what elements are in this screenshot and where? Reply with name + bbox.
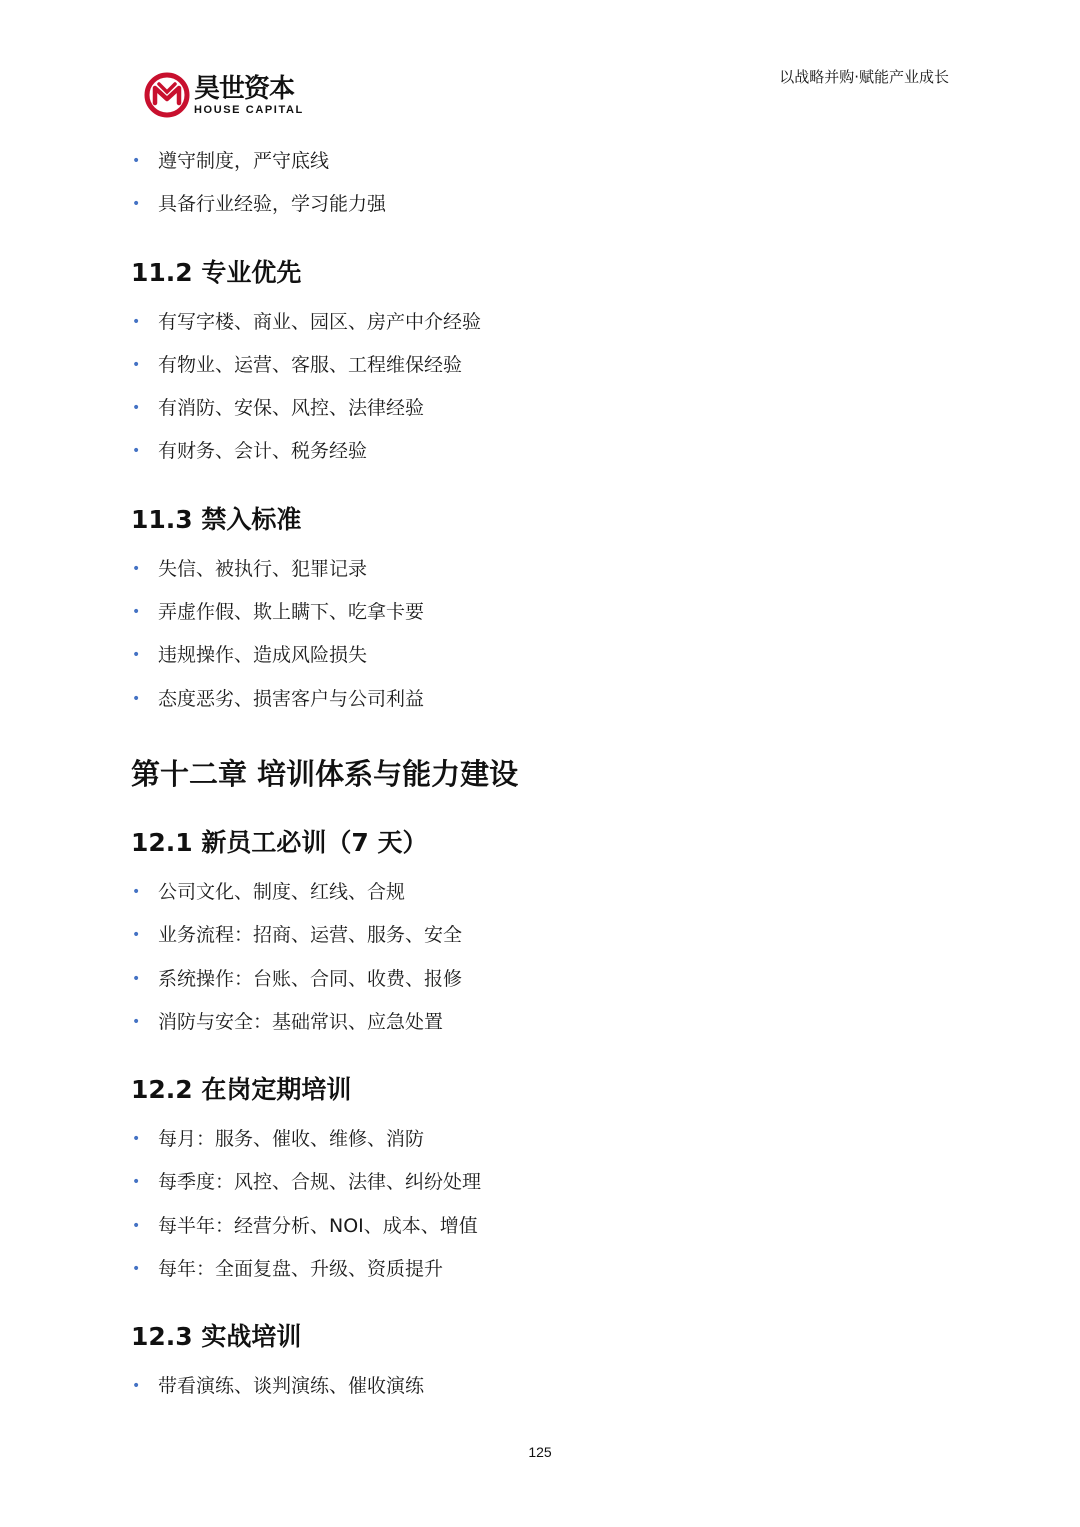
list-item: [131, 430, 931, 473]
section-heading-11-3: 11.3 禁入标准: [131, 504, 302, 534]
list-item-text: 每季度：风控、合规、法律、纠纷处理: [158, 1171, 482, 1194]
section-11-3-list: [131, 548, 931, 721]
logo-text: [194, 75, 304, 116]
section-heading-12-1: 12.1 新员工必训（7 天）: [131, 827, 428, 857]
bullet-icon: •: [132, 1217, 141, 1234]
list-item-text: 消防与安全：基础常识、应急处置: [158, 1010, 444, 1033]
list-item-text: 每月：服务、催收、维修、消防: [158, 1128, 425, 1151]
list-item-text: 有写字楼、商业、园区、房产中介经验: [158, 310, 482, 333]
list-item: [131, 914, 931, 957]
company-logo: [144, 70, 304, 120]
house-capital-logo-icon: [144, 72, 190, 118]
list-item: [131, 871, 931, 914]
list-item: [131, 301, 931, 344]
bullet-icon: •: [132, 356, 141, 373]
list-item-text: 有财务、会计、税务经验: [158, 440, 368, 463]
list-item: [131, 387, 931, 430]
list-item-text: 有物业、运营、客服、工程维保经验: [158, 353, 463, 376]
list-item: [131, 678, 931, 721]
bullet-icon: •: [132, 1174, 141, 1191]
list-item-text: 业务流程：招商、运营、服务、安全: [158, 924, 463, 947]
list-item-text: 遵守制度，严守底线: [158, 150, 330, 172]
list-item: [131, 634, 931, 677]
logo-english-name: HOUSE CAPITAL: [194, 103, 304, 116]
list-item: [131, 1161, 931, 1204]
intro-bullet-list: [131, 140, 931, 227]
bullet-icon: •: [132, 690, 141, 707]
list-item: [131, 140, 931, 183]
section-12-3-list: [131, 1365, 931, 1408]
bullet-icon: •: [132, 400, 141, 417]
list-item: [131, 1365, 931, 1408]
bullet-icon: •: [132, 1378, 141, 1395]
list-item-text: 每年：全面复盘、升级、资质提升: [158, 1258, 444, 1281]
list-item-text: 带看演练、谈判演练、催收演练: [158, 1375, 425, 1398]
section-heading-12-3: 12.3 实战培训: [131, 1322, 302, 1352]
bullet-icon: •: [132, 1013, 141, 1030]
list-item: [131, 1248, 931, 1291]
list-item: [131, 591, 931, 634]
section-12-2-list: [131, 1118, 931, 1291]
header-slogan: 以战略并购·赋能产业成长: [779, 68, 949, 86]
list-item: [131, 1001, 931, 1044]
list-item-text: 每半年：经营分析、NOI、成本、增值: [158, 1214, 478, 1237]
section-heading-12-2: 12.2 在岗定期培训: [131, 1075, 352, 1105]
list-item: [131, 344, 931, 387]
bullet-icon: •: [132, 883, 141, 900]
bullet-icon: •: [132, 443, 141, 460]
bullet-icon: •: [132, 927, 141, 944]
section-heading-11-2: 11.2 专业优先: [131, 257, 302, 287]
list-item: [131, 1118, 931, 1161]
chapter-heading-12: 第十二章 培训体系与能力建设: [131, 756, 519, 791]
list-item-text: 公司文化、制度、红线、合规: [158, 880, 406, 903]
section-12-1-list: [131, 871, 931, 1044]
list-item: [131, 183, 931, 226]
section-11-2-list: [131, 301, 931, 474]
bullet-icon: •: [132, 196, 141, 213]
bullet-icon: •: [132, 153, 141, 169]
list-item: [131, 958, 931, 1001]
bullet-icon: •: [132, 1131, 141, 1148]
page-number: 125: [528, 1444, 552, 1460]
list-item: [131, 1205, 931, 1248]
bullet-icon: •: [132, 604, 141, 621]
list-item-text: 违规操作、造成风险损失: [158, 644, 368, 667]
list-item-text: 系统操作：台账、合同、收费、报修: [158, 967, 463, 990]
bullet-icon: •: [132, 560, 141, 577]
bullet-icon: •: [132, 970, 141, 987]
document-body: [131, 140, 931, 1409]
bullet-icon: •: [132, 647, 141, 664]
list-item: [131, 548, 931, 591]
list-item-text: 失信、被执行、犯罪记录: [158, 557, 368, 580]
list-item-text: 弄虚作假、欺上瞒下、吃拿卡要: [158, 601, 425, 624]
bullet-icon: •: [132, 313, 141, 330]
list-item-text: 有消防、安保、风控、法律经验: [158, 397, 425, 420]
list-item-text: 态度恶劣、损害客户与公司利益: [158, 687, 425, 710]
logo-chinese-name: 昊世资本: [194, 73, 295, 104]
bullet-icon: •: [132, 1261, 141, 1278]
list-item-text: 具备行业经验，学习能力强: [158, 193, 387, 216]
